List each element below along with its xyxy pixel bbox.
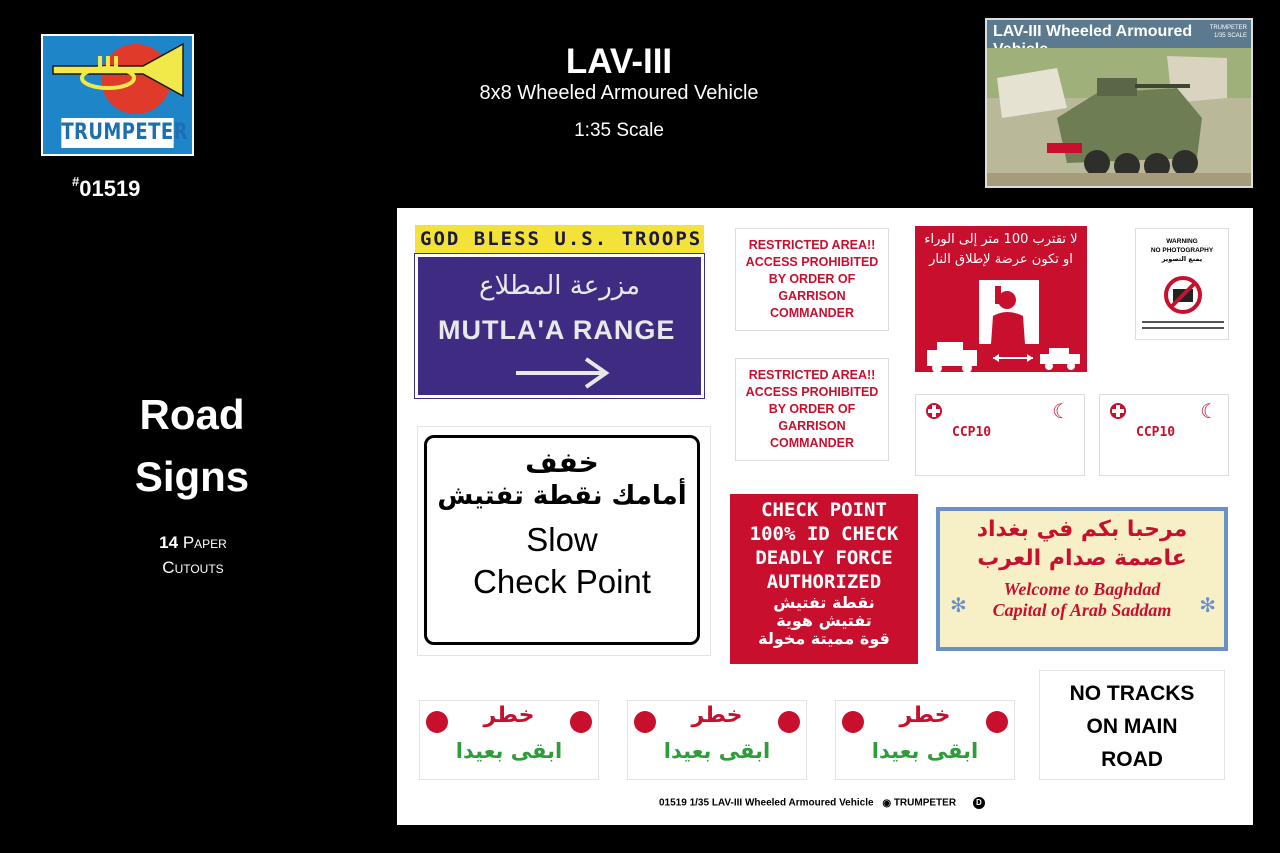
restricted-area-sign: RESTRICTED AREA!! ACCESS PROHIBITED BY ORDER OF GARRISON COMMANDER	[735, 228, 889, 331]
no-camera-icon	[1163, 275, 1203, 315]
ccp10-sign: ☾ CCP10	[915, 394, 1085, 476]
keep-away-sign: لا تقترب 100 متر إلى الوراء او تكون عرضة لإطلاق النار	[915, 226, 1087, 372]
trumpeter-logo	[41, 34, 194, 156]
no-tracks-sign: NO TRACKS ON MAIN ROAD	[1039, 670, 1225, 780]
danger-keep-away-sign: خطر ابقى بعيدا	[419, 700, 599, 780]
box-art-banner: LAV-III Wheeled Armoured TRUMPETER 1/35 SCALE	[987, 20, 1251, 48]
arrow-right-icon	[514, 355, 614, 391]
sheet-footer: 01519 1/35 LAV-III Wheeled Armoured Vehicle ◉ TRUMPETER D	[659, 797, 1079, 809]
vehicles-distance-icon	[915, 338, 1087, 378]
red-crescent-icon: ☾	[1200, 401, 1218, 423]
star-icon: ✻	[950, 595, 967, 617]
product-subtitle: 8x8 Wheeled Armoured Vehicle	[479, 82, 759, 104]
box-art-image	[985, 18, 1253, 188]
god-bless-banner: GOD BLESS U.S. TROOPS	[415, 225, 704, 253]
slow-check-point-sign: خفف أمامك نقطة تفتيش Slow Check Point	[417, 426, 711, 656]
box-art-scene	[987, 48, 1253, 188]
danger-keep-away-sign: خطر ابقى بعيدا	[627, 700, 807, 780]
red-cross-icon	[1110, 403, 1126, 419]
welcome-baghdad-sign: مرحبا بكم في بغداد عاصمة صدام العرب ✻ ✻ Welcome to Baghdad Capital of Arab Saddam	[936, 507, 1228, 651]
cutout-count: 14 Paper Cutouts	[159, 533, 227, 577]
restricted-area-sign: RESTRICTED AREA!! ACCESS PROHIBITED BY ORDER OF GARRISON COMMANDER	[735, 358, 889, 461]
product-scale: 1:35 Scale	[574, 120, 664, 141]
check-point-deadly-force-sign: CHECK POINT 100% ID CHECK DEADLY FORCE AUTHORIZED نقطة تفتيش تفتيش هوية قوة مميتة مخولة	[730, 494, 918, 664]
star-icon: ✻	[1199, 595, 1216, 617]
danger-keep-away-sign: خطر ابقى بعيدا	[835, 700, 1015, 780]
d-mark-icon: D	[973, 797, 985, 809]
logo-brand-text: TRUMPETER	[61, 118, 173, 148]
item-number: #01519	[72, 174, 141, 201]
red-cross-icon	[926, 403, 942, 419]
paper-cutout-sheet	[397, 208, 1253, 825]
trumpet-icon	[43, 36, 193, 116]
section-heading: Road Signs	[134, 391, 250, 500]
mutla-range-sign: مزرعة المطلاع MUTLA'A RANGE	[415, 254, 704, 398]
red-crescent-icon: ☾	[1052, 401, 1070, 423]
no-photography-sign: WARNING NO PHOTOGRAPHY يمنع التصوير	[1135, 228, 1229, 340]
trumpeter-mark-icon: ◉	[882, 797, 892, 809]
ccp10-sign: ☾ CCP10	[1099, 394, 1229, 476]
product-title: LAV-III	[565, 42, 673, 81]
soldier-figure	[979, 280, 1039, 344]
